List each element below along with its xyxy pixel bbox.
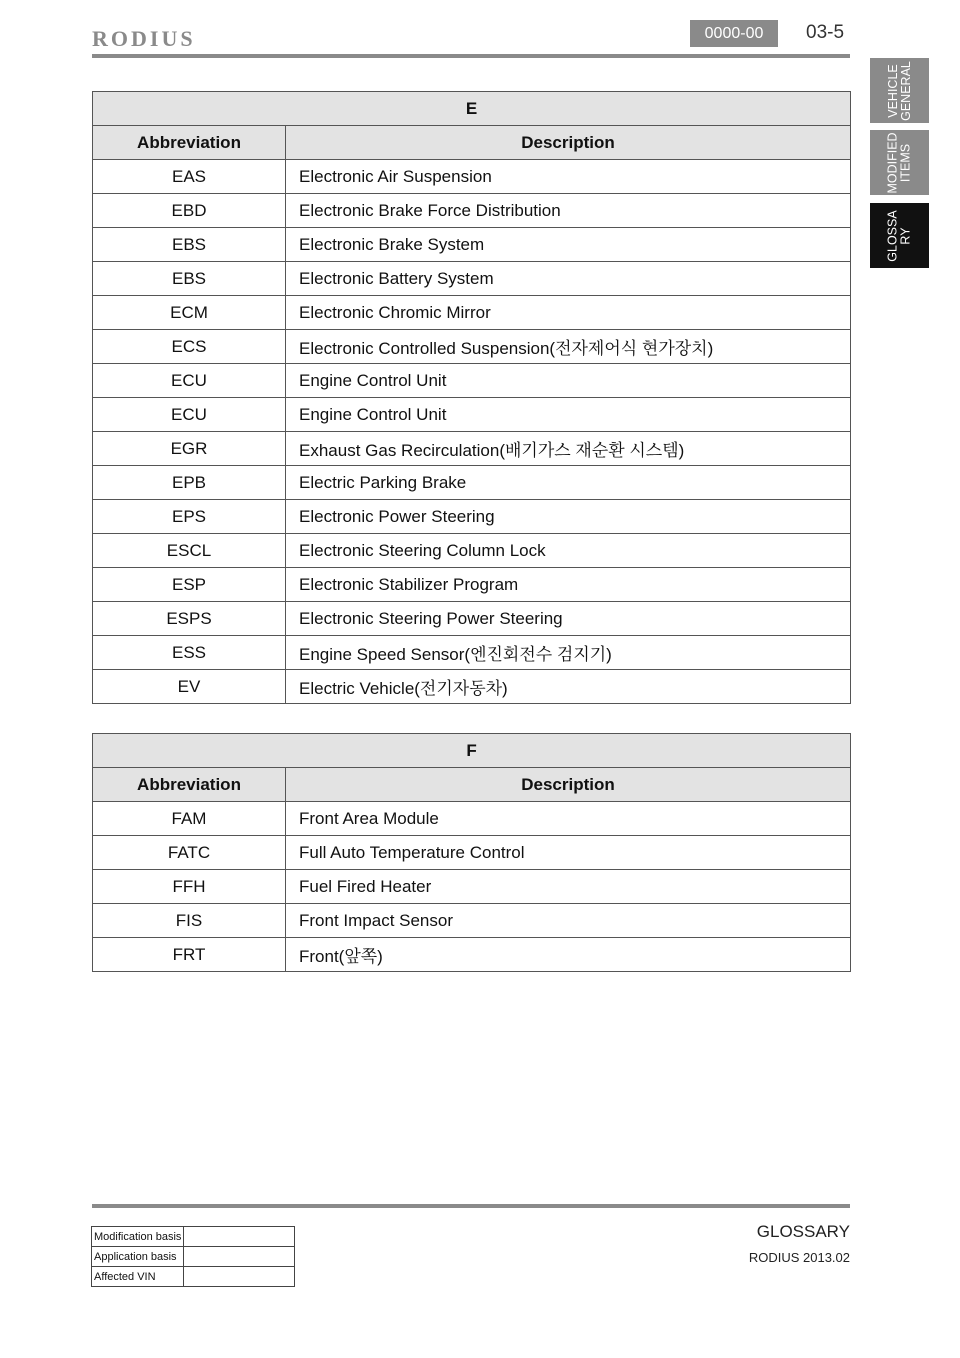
description-cell: Engine Control Unit [286, 364, 851, 398]
table-row [93, 534, 851, 568]
table-row [93, 160, 851, 194]
description-cell: Electronic Chromic Mirror [286, 296, 851, 330]
glossary-table-e [92, 91, 851, 704]
abbreviation-cell: ECU [93, 364, 286, 398]
description-cell: Electronic Steering Column Lock [286, 534, 851, 568]
footer-edition: RODIUS 2013.02 [748, 1250, 850, 1265]
description-cell: Electronic Air Suspension [286, 160, 851, 194]
description-cell: Electric Vehicle(전기자동차) [286, 670, 851, 704]
mod-value [184, 1247, 295, 1267]
table-row [93, 636, 851, 670]
side-tab-modified-items[interactable] [870, 130, 929, 195]
abbreviation-cell: FFH [93, 870, 286, 904]
description-cell: Engine Control Unit [286, 398, 851, 432]
table-row [93, 296, 851, 330]
side-tab-glossary[interactable] [870, 203, 929, 268]
description-cell: Front Impact Sensor [286, 904, 851, 938]
abbreviation-cell: EGR [93, 432, 286, 466]
page-number: 03-5 [806, 22, 845, 43]
column-header-abbreviation: Abbreviation [93, 126, 286, 160]
table-row [93, 194, 851, 228]
abbreviation-cell: FAM [93, 802, 286, 836]
table-row [93, 466, 851, 500]
section-letter: F [93, 734, 851, 768]
description-cell: Full Auto Temperature Control [286, 836, 851, 870]
glossary-table-f [92, 733, 851, 972]
description-cell: Electronic Brake Force Distribution [286, 194, 851, 228]
mod-label: Affected VIN [92, 1267, 184, 1287]
mod-label: Application basis [92, 1247, 184, 1267]
description-cell: Exhaust Gas Recirculation(배기가스 재순환 시스템) [286, 432, 851, 466]
abbreviation-cell: FATC [93, 836, 286, 870]
description-cell: Engine Speed Sensor(엔진회전수 검지기) [286, 636, 851, 670]
column-header-abbreviation: Abbreviation [93, 768, 286, 802]
description-cell: Electronic Stabilizer Program [286, 568, 851, 602]
abbreviation-cell: ESP [93, 568, 286, 602]
abbreviation-cell: ECS [93, 330, 286, 364]
table-row [93, 904, 851, 938]
table-row [93, 670, 851, 704]
abbreviation-cell: EAS [93, 160, 286, 194]
description-cell: Electronic Steering Power Steering [286, 602, 851, 636]
mod-label: Modification basis [92, 1227, 184, 1247]
header-divider [92, 54, 850, 58]
section-letter: E [93, 92, 851, 126]
footer-section-title: GLOSSARY [756, 1222, 850, 1241]
description-cell: Electric Parking Brake [286, 466, 851, 500]
description-cell: Electronic Battery System [286, 262, 851, 296]
abbreviation-cell: EV [93, 670, 286, 704]
modification-info-table [91, 1226, 295, 1287]
column-header-description: Description [286, 126, 851, 160]
abbreviation-cell: EPB [93, 466, 286, 500]
abbreviation-cell: ESS [93, 636, 286, 670]
table-row [93, 228, 851, 262]
description-cell: Fuel Fired Heater [286, 870, 851, 904]
table-row [93, 432, 851, 466]
side-tab-label: VEHICLE GENERAL [885, 60, 913, 121]
description-cell: Electronic Brake System [286, 228, 851, 262]
side-tab-vehicle-general[interactable] [870, 58, 929, 123]
description-cell: Electronic Power Steering [286, 500, 851, 534]
section-code-badge: 0000-00 [690, 20, 778, 47]
abbreviation-cell: EBS [93, 228, 286, 262]
abbreviation-cell: ESPS [93, 602, 286, 636]
description-cell: Front Area Module [286, 802, 851, 836]
table-row [93, 938, 851, 972]
abbreviation-cell: FIS [93, 904, 286, 938]
side-tab-label: MODIFIED ITEMS [885, 131, 913, 194]
abbreviation-cell: ESCL [93, 534, 286, 568]
column-header-description: Description [286, 768, 851, 802]
table-row [93, 500, 851, 534]
table-row [93, 602, 851, 636]
footer-divider [92, 1204, 850, 1208]
table-row [93, 836, 851, 870]
table-row [93, 364, 851, 398]
abbreviation-cell: ECU [93, 398, 286, 432]
description-cell: Electronic Controlled Suspension(전자제어식 현가장치) [286, 330, 851, 364]
description-cell: Front(앞쪽) [286, 938, 851, 972]
table-row [93, 262, 851, 296]
table-row [93, 398, 851, 432]
abbreviation-cell: EBD [93, 194, 286, 228]
side-tab-label: GLOSSA RY [885, 209, 913, 262]
table-row [93, 802, 851, 836]
abbreviation-cell: EBS [93, 262, 286, 296]
abbreviation-cell: FRT [93, 938, 286, 972]
abbreviation-cell: EPS [93, 500, 286, 534]
table-row [93, 330, 851, 364]
table-row [93, 568, 851, 602]
mod-value [184, 1267, 295, 1287]
table-row [93, 870, 851, 904]
abbreviation-cell: ECM [93, 296, 286, 330]
mod-value [184, 1227, 295, 1247]
brand-logo: RODIUS [92, 26, 196, 51]
